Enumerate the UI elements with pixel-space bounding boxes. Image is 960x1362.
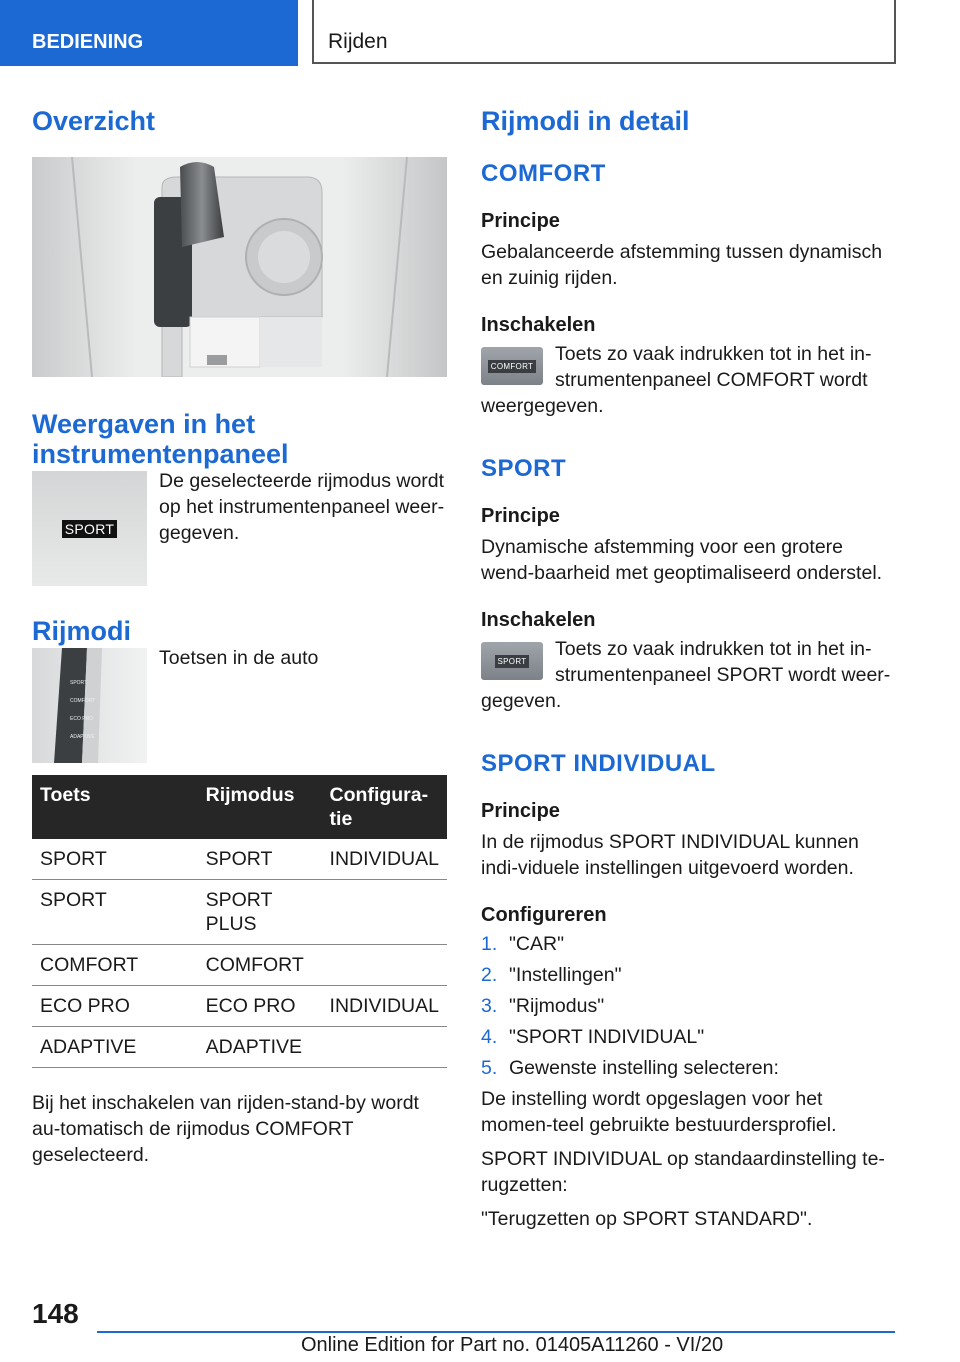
table-cell: SPORT [32,839,198,880]
sport-individual-heading: SPORT INDIVIDUAL [481,750,716,777]
table-row [32,945,447,986]
closing-text: Bij het inschakelen van rijden-stand-by wordt au-tomatisch de rijmodus COMFORT geselecteerd. [32,1092,419,1166]
mode-button-comfort: COMFORT [70,698,96,704]
page-header [0,0,960,66]
center-console-illustration [32,157,447,377]
step-text: "CAR" [509,933,565,955]
sport-individual-principe-label: Principe [481,800,560,822]
table-cell [322,945,447,986]
configureren-label: Configureren [481,904,607,926]
table-cell: ADAPTIVE [32,1027,198,1068]
toetsen-text: Toetsen in de auto [159,647,319,669]
table-cell: SPORT [32,880,198,945]
edition-text: Online Edition for Part no. 01405A11260 - VI/20 [301,1334,724,1356]
table-cell: ECO PRO [32,986,198,1027]
footer-divider [97,1331,895,1333]
note-reset: SPORT INDIVIDUAL op standaardinstelling te-rugzetten: [481,1148,885,1196]
column-header: Configura-tie [322,775,447,839]
comfort-inschakelen-label: Inschakelen [481,314,596,336]
table-cell: ECO PRO [198,986,322,1027]
overzicht-heading: Overzicht [32,106,156,136]
list-item [481,929,896,960]
table-header-row [32,775,447,839]
sport-button-label: SPORT [495,655,530,668]
table-row [32,986,447,1027]
weergaven-text: De geselecteerde rijmodus wordt op het instrumentenpaneel weer-gegeven. [159,470,445,544]
gear-selector-photo [32,157,447,377]
table-cell: SPORT [198,839,322,880]
list-item [481,1053,896,1084]
section-tab: BEDIENING [0,0,298,66]
step-number: 5. [481,1057,498,1079]
sport-principe-label: Principe [481,505,560,527]
comfort-button-label: COMFORT [488,360,536,373]
instrument-display-image [32,471,147,586]
column-header: Toets [32,775,198,839]
step-text: "Rijmodus" [509,995,605,1017]
weergaven-heading: Weergaven in het instrumentenpaneel [32,409,289,469]
mode-button-eco-pro: ECO PRO [70,716,94,722]
step-text: "Instellingen" [509,964,622,986]
comfort-principe-label: Principe [481,210,560,232]
step-number: 2. [481,964,498,986]
step-text: Gewenste instelling selecteren: [509,1057,779,1079]
table-row [32,839,447,880]
sport-inschakelen-label: Inschakelen [481,609,596,631]
table-cell: COMFORT [198,945,322,986]
table-row [32,880,447,945]
column-header: Rijmodus [198,775,322,839]
table-row [32,1027,447,1068]
mode-table [32,775,447,1068]
step-text: "SPORT INDIVIDUAL" [509,1026,705,1048]
table-cell [322,1027,447,1068]
note-profile: De instelling wordt opgeslagen voor het momen-teel gebruikte bestuurdersprofiel. [481,1088,837,1136]
table-cell: SPORT PLUS [198,880,322,945]
step-number: 4. [481,1026,498,1048]
step-number: 1. [481,933,498,955]
sport-inschakelen-line1: Toets zo vaak indrukken tot in het in- [555,638,872,660]
configure-steps [481,929,896,1084]
mode-buttons-photo [32,648,147,763]
comfort-button-image [481,347,543,385]
mode-button-sport: SPORT [70,680,88,686]
rijmodi-heading: Rijmodi [32,616,131,646]
comfort-inschakelen-line2: strumentenpaneel COMFORT wordt [555,369,868,391]
list-item [481,991,896,1022]
sport-display-label: SPORT [62,520,117,538]
sport-inschakelen-line2: strumentenpaneel SPORT wordt weer- [555,664,891,686]
list-item [481,1022,896,1053]
table-cell: INDIVIDUAL [322,839,447,880]
left-column [32,96,447,1168]
table-cell [322,880,447,945]
mode-button-adaptive: ADAPTIVE [70,734,95,740]
sport-button-image [481,642,543,680]
page-number: 148 [32,1298,79,1329]
right-column [481,96,896,1232]
sport-heading: SPORT [481,455,567,482]
note-reset-path: "Terugzetten op SPORT STANDARD". [481,1208,813,1230]
table-cell: COMFORT [32,945,198,986]
sport-inschakelen-rest: gegeven. [481,690,562,712]
step-number: 3. [481,995,498,1017]
sport-individual-principe-text: In de rijmodus SPORT INDIVIDUAL kunnen indi-viduele instellingen uitgevoerd worden. [481,831,859,879]
list-item [481,960,896,991]
comfort-inschakelen-line1: Toets zo vaak indrukken tot in het in- [555,343,872,365]
comfort-inschakelen-rest: weergegeven. [481,395,604,417]
sport-principe-text: Dynamische afstemming voor een grotere wend-baarheid met geoptimaliseerd onderstel. [481,536,883,584]
table-cell: ADAPTIVE [198,1027,322,1068]
chapter-tab: Rijden [312,0,896,64]
comfort-heading: COMFORT [481,160,606,187]
table-cell: INDIVIDUAL [322,986,447,1027]
rijmodi-detail-heading: Rijmodi in detail [481,106,690,136]
comfort-principe-text: Gebalanceerde afstemming tussen dynamisch en zuinig rijden. [481,241,883,289]
